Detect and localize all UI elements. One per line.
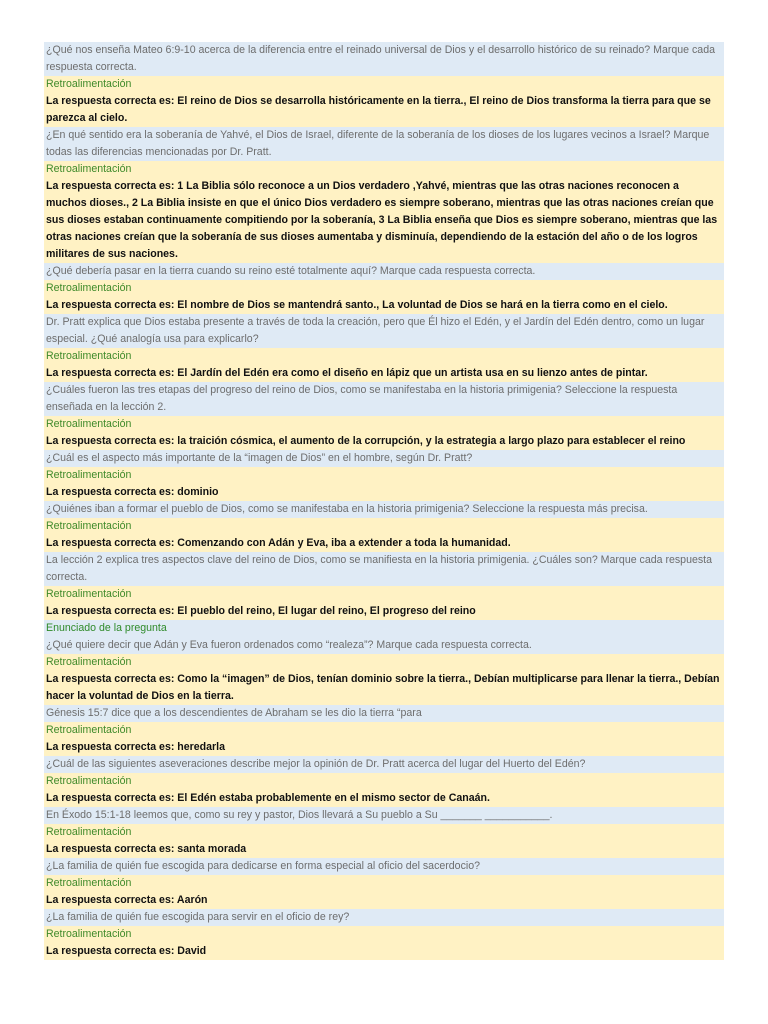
question-text: ¿Cuál es el aspecto más importante de la “imagen de Dios” en el hombre, según Dr. Pratt? — [44, 450, 724, 467]
question-text: ¿Quiénes iban a formar el pueblo de Dios, como se manifestaba en la historia primigenia? Seleccione la respuesta más precisa. — [44, 501, 724, 518]
correct-answer: La respuesta correcta es: Comenzando con Adán y Eva, iba a extender a toda la humanidad. — [44, 535, 724, 552]
question-text: ¿Qué quiere decir que Adán y Eva fueron ordenados como “realeza”? Marque cada respuesta correcta. — [44, 637, 724, 654]
feedback-label: Retroalimentación — [44, 467, 724, 484]
correct-answer: La respuesta correcta es: 1 La Biblia sólo reconoce a un Dios verdadero ,Yahvé, mientras que las otras naciones reconocen a muchos dioses., 2 La Biblia insiste en que el único Dios verdadero es siempre soberano, mientras que las otras naciones creían que sus dioses estaban continuamente compitiendo por la soberanía, 3 La Biblia enseña que Dios es siempre soberano, mientras que las otras naciones creían que la soberanía de sus dioses aumentaba y disminuía, dependiendo de la estación del año o de los logros militares de sus naciones. — [44, 178, 724, 263]
question-text: La lección 2 explica tres aspectos clave del reino de Dios, como se manifiesta en la historia primigenia. ¿Cuáles son? Marque cada respuesta correcta. — [44, 552, 724, 586]
question-text: En Éxodo 15:1-18 leemos que, como su rey y pastor, Dios llevará a Su pueblo a Su _______ ___________. — [44, 807, 724, 824]
feedback-label: Retroalimentación — [44, 824, 724, 841]
feedback-label: Retroalimentación — [44, 76, 724, 93]
feedback-label: Retroalimentación — [44, 875, 724, 892]
question-text: ¿La familia de quién fue escogida para dedicarse en forma especial al oficio del sacerdocio? — [44, 858, 724, 875]
feedback-label: Retroalimentación — [44, 416, 724, 433]
question-text: ¿Qué nos enseña Mateo 6:9-10 acerca de la diferencia entre el reinado universal de Dios y el desarrollo histórico de su reinado? Marque cada respuesta correcta. — [44, 42, 724, 76]
feedback-label: Retroalimentación — [44, 348, 724, 365]
correct-answer: La respuesta correcta es: santa morada — [44, 841, 724, 858]
feedback-label: Retroalimentación — [44, 280, 724, 297]
correct-answer: La respuesta correcta es: la traición cósmica, el aumento de la corrupción, y la estrategia a largo plazo para establecer el reino — [44, 433, 724, 450]
correct-answer: La respuesta correcta es: El Jardín del Edén era como el diseño en lápiz que un artista usa en su lienzo antes de pintar. — [44, 365, 724, 382]
correct-answer: La respuesta correcta es: El Edén estaba probablemente en el mismo sector de Canaán. — [44, 790, 724, 807]
correct-answer: La respuesta correcta es: dominio — [44, 484, 724, 501]
feedback-label: Retroalimentación — [44, 773, 724, 790]
feedback-label: Retroalimentación — [44, 654, 724, 671]
correct-answer: La respuesta correcta es: heredarla — [44, 739, 724, 756]
question-text: Génesis 15:7 dice que a los descendientes de Abraham se les dio la tierra “para — [44, 705, 724, 722]
feedback-label: Retroalimentación — [44, 161, 724, 178]
question-statement-label: Enunciado de la pregunta — [44, 620, 724, 637]
question-text: ¿Cuáles fueron las tres etapas del progreso del reino de Dios, como se manifestaba en la historia primigenia? Seleccione la respuesta enseñada en la lección 2. — [44, 382, 724, 416]
question-text: ¿En qué sentido era la soberanía de Yahvé, el Dios de Israel, diferente de la soberanía de los dioses de los lugares vecinos a Israel? Marque todas las diferencias mencionadas por Dr. Pratt. — [44, 127, 724, 161]
correct-answer: La respuesta correcta es: David — [44, 943, 724, 960]
correct-answer: La respuesta correcta es: El reino de Dios se desarrolla históricamente en la tierra., El reino de Dios transforma la tierra para que se parezca al cielo. — [44, 93, 724, 127]
question-text: Dr. Pratt explica que Dios estaba presente a través de toda la creación, pero que Él hizo el Edén, y el Jardín del Edén dentro, como un lugar especial. ¿Qué analogía usa para explicarlo? — [44, 314, 724, 348]
correct-answer: La respuesta correcta es: El nombre de Dios se mantendrá santo., La voluntad de Dios se hará en la tierra como en el cielo. — [44, 297, 724, 314]
correct-answer: La respuesta correcta es: Aarón — [44, 892, 724, 909]
question-text: ¿Cuál de las siguientes aseveraciones describe mejor la opinión de Dr. Pratt acerca del lugar del Huerto del Edén? — [44, 756, 724, 773]
feedback-label: Retroalimentación — [44, 518, 724, 535]
quiz-review-document — [44, 42, 724, 960]
correct-answer: La respuesta correcta es: Como la “imagen” de Dios, tenían dominio sobre la tierra., Debían multiplicarse para llenar la tierra., Debían hacer la voluntad de Dios en la tierra. — [44, 671, 724, 705]
question-text: ¿Qué debería pasar en la tierra cuando su reino esté totalmente aquí? Marque cada respuesta correcta. — [44, 263, 724, 280]
feedback-label: Retroalimentación — [44, 586, 724, 603]
feedback-label: Retroalimentación — [44, 926, 724, 943]
feedback-label: Retroalimentación — [44, 722, 724, 739]
question-text: ¿La familia de quién fue escogida para servir en el oficio de rey? — [44, 909, 724, 926]
correct-answer: La respuesta correcta es: El pueblo del reino, El lugar del reino, El progreso del reino — [44, 603, 724, 620]
